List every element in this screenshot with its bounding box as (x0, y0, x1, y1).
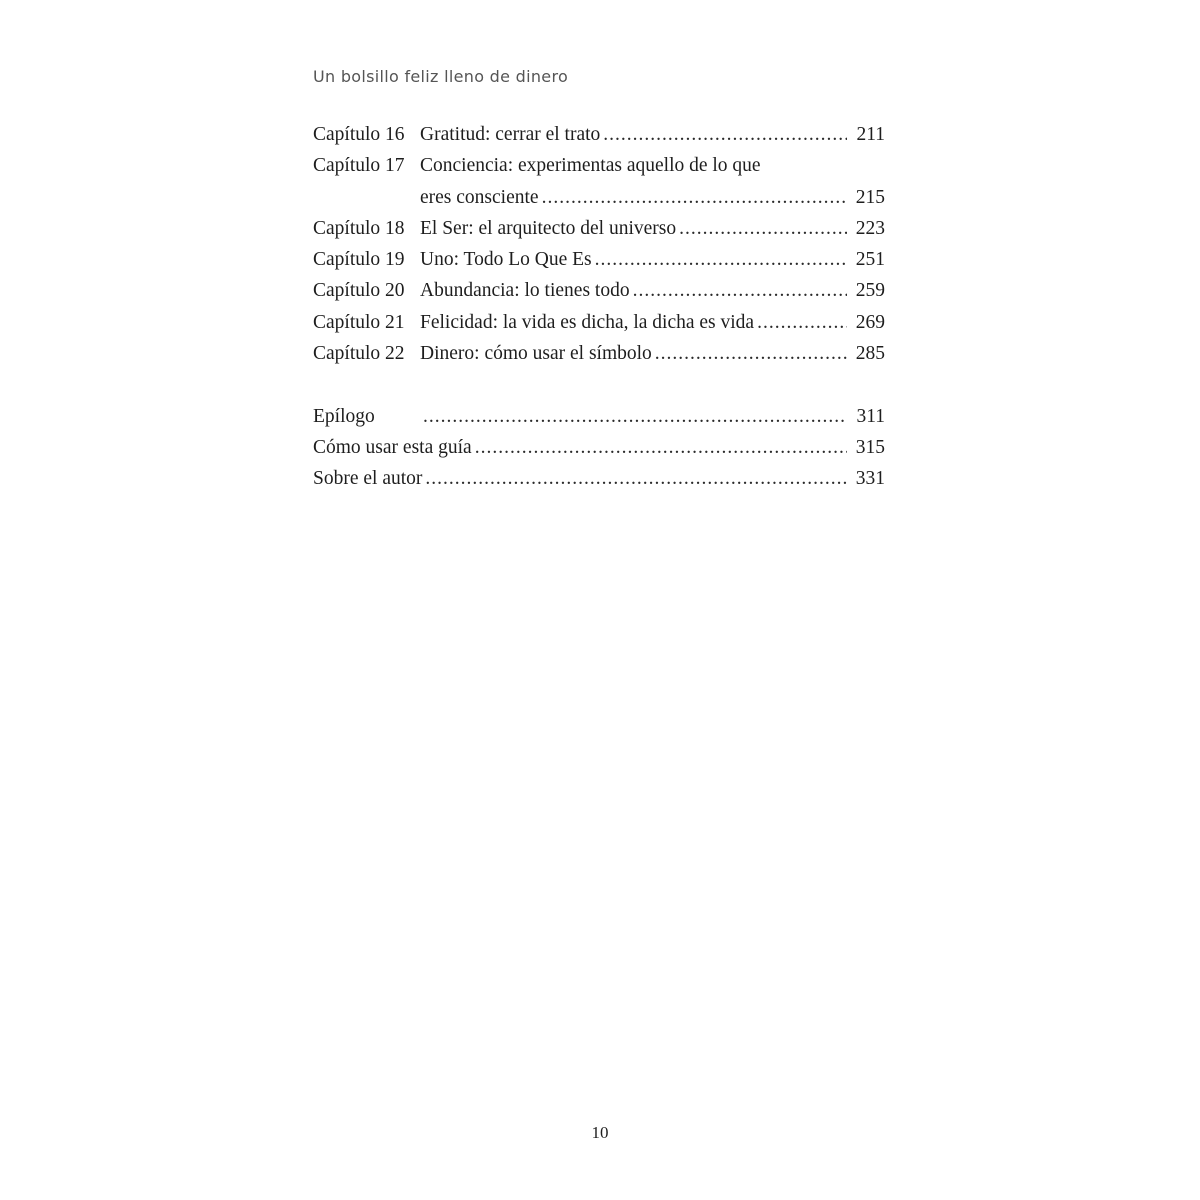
toc-entry-about-author (313, 463, 885, 494)
dot-leader (757, 307, 847, 338)
back-matter-label: Epílogo (313, 405, 375, 427)
chapter-label: Capítulo 19 (313, 249, 405, 271)
page-reference: 331 (855, 468, 885, 490)
page-reference: 251 (855, 249, 885, 271)
chapter-label: Capítulo 20 (313, 280, 405, 302)
page-reference: 259 (855, 280, 885, 302)
dot-leader (475, 432, 847, 463)
toc-entry-guide (313, 432, 885, 463)
chapter-title: Abundancia: lo tienes todo (420, 280, 630, 302)
toc-entry-chapter-18 (313, 213, 885, 244)
toc-entry-chapter-20 (313, 275, 885, 306)
toc-entry-chapter-21 (313, 307, 885, 338)
dot-leader (679, 213, 847, 244)
chapter-title: El Ser: el arquitecto del universo (420, 217, 677, 239)
toc-entry-chapter-19 (313, 244, 885, 275)
toc-entry-chapter-22 (313, 338, 885, 369)
dot-leader (423, 401, 847, 432)
chapter-label: Capítulo 21 (313, 311, 405, 333)
dot-leader (542, 182, 847, 213)
page-number: 10 (591, 1123, 609, 1142)
page-reference: 215 (855, 186, 885, 208)
running-header: Un bolsillo feliz lleno de dinero (313, 67, 569, 86)
dot-leader (425, 463, 847, 494)
toc-entry-chapter-17 (313, 150, 885, 181)
back-matter-label: Cómo usar esta guía (313, 436, 472, 458)
table-of-contents (313, 119, 885, 495)
chapter-title: Gratitud: cerrar el trato (420, 124, 601, 145)
back-matter-label: Sobre el autor (313, 468, 423, 490)
chapter-label: Capítulo 18 (313, 217, 405, 239)
page-reference: 211 (856, 124, 885, 145)
chapter-title-continued: eres consciente (420, 186, 539, 208)
dot-leader (595, 244, 847, 275)
chapter-title: Conciencia: experimentas aquello de lo que (420, 155, 761, 177)
dot-leader (633, 275, 847, 306)
toc-entry-epilogue (313, 401, 885, 432)
page-reference: 269 (855, 311, 885, 333)
page-reference: 311 (856, 405, 885, 427)
page-reference: 223 (855, 217, 885, 239)
chapter-label: Capítulo 16 (313, 124, 405, 145)
section-gap (313, 369, 885, 400)
page-reference: 285 (855, 343, 885, 365)
page-reference: 315 (855, 436, 885, 458)
chapter-title: Uno: Todo Lo Que Es (420, 249, 592, 271)
chapter-label: Capítulo 22 (313, 343, 405, 365)
toc-entry-chapter-17-continued (313, 182, 885, 213)
dot-leader (603, 119, 847, 150)
chapter-title: Dinero: cómo usar el símbolo (420, 343, 652, 365)
dot-leader (655, 338, 847, 369)
chapter-title: Felicidad: la vida es dicha, la dicha es vida (420, 311, 755, 333)
chapter-label: Capítulo 17 (313, 155, 405, 177)
toc-entry-chapter-16 (313, 119, 885, 150)
